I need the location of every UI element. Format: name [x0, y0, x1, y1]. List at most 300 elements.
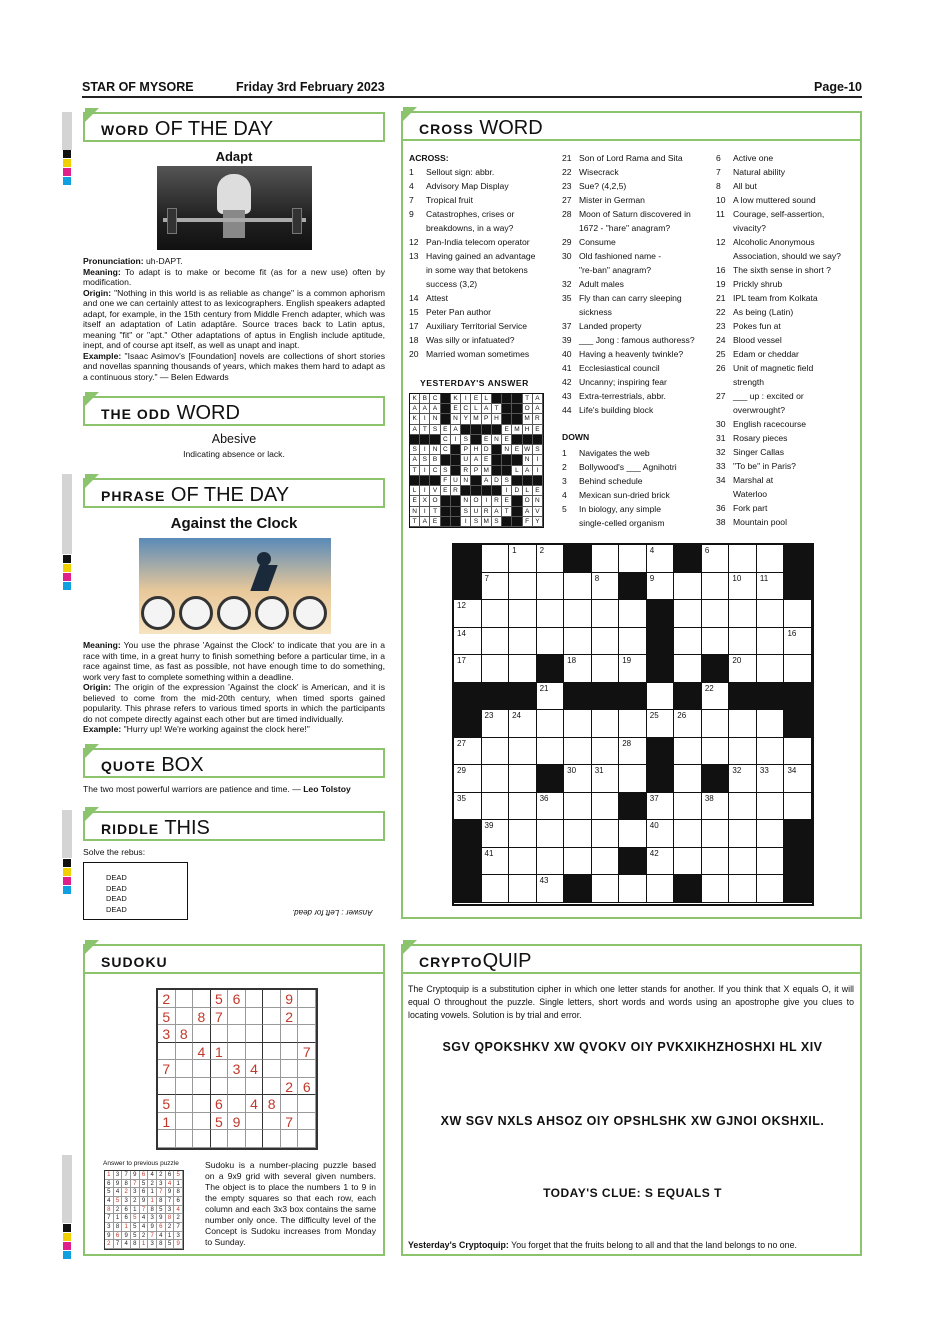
grid-cell[interactable]: [757, 710, 785, 738]
grid-cell[interactable]: [509, 765, 537, 793]
grid-cell[interactable]: [647, 875, 675, 903]
answer-digit: 5: [174, 1171, 183, 1180]
sudoku-cell[interactable]: 5: [158, 1095, 176, 1113]
clue-number: 23: [562, 181, 572, 191]
sudoku-cell[interactable]: [281, 1043, 299, 1061]
grid-cell[interactable]: [564, 738, 592, 766]
crossword-grid[interactable]: [452, 543, 814, 906]
sudoku-cell[interactable]: [176, 1060, 194, 1078]
grid-cell[interactable]: 22: [702, 683, 730, 711]
sudoku-cell[interactable]: [263, 1130, 281, 1148]
grid-block: [784, 820, 812, 848]
grid-cell[interactable]: [784, 655, 812, 683]
clue-text: Auxiliary Territorial Service: [426, 321, 528, 331]
grid-cell[interactable]: [592, 545, 620, 573]
grid-cell[interactable]: [482, 545, 510, 573]
grid-cell[interactable]: 38: [702, 793, 730, 821]
answer-letter: L: [512, 466, 522, 476]
sudoku-grid[interactable]: [156, 988, 318, 1150]
grid-cell[interactable]: 7: [482, 573, 510, 601]
clue-text: Courage, self-assertion,: [733, 209, 825, 219]
grid-cell[interactable]: [702, 875, 730, 903]
answer-digit: 1: [105, 1171, 114, 1180]
grid-cell[interactable]: 16: [784, 628, 812, 656]
grid-cell[interactable]: [509, 628, 537, 656]
sudoku-cell[interactable]: [176, 1095, 194, 1113]
grid-cell[interactable]: [729, 628, 757, 656]
clue: [562, 221, 712, 235]
grid-cell[interactable]: 36: [537, 793, 565, 821]
grid-cell[interactable]: [592, 738, 620, 766]
answer-letter: T: [430, 507, 440, 517]
sudoku-cell[interactable]: [263, 990, 281, 1008]
sudoku-cell[interactable]: [263, 1078, 281, 1096]
sudoku-cell[interactable]: [246, 1008, 264, 1026]
answer-letter: P: [471, 466, 481, 476]
answer-block: [420, 435, 430, 445]
sudoku-cell[interactable]: [193, 1113, 211, 1131]
grid-block: [619, 848, 647, 876]
grid-cell[interactable]: [757, 628, 785, 656]
grid-cell[interactable]: 29: [454, 765, 482, 793]
grid-cell[interactable]: [509, 655, 537, 683]
clue-number: 16: [716, 265, 726, 275]
grid-cell[interactable]: 18: [564, 655, 592, 683]
grid-cell[interactable]: 42: [647, 848, 675, 876]
grid-cell[interactable]: [784, 600, 812, 628]
sudoku-cell[interactable]: [228, 1008, 246, 1026]
answer-letter: M: [482, 466, 492, 476]
grid-cell[interactable]: [509, 738, 537, 766]
grid-cell[interactable]: [729, 848, 757, 876]
sudoku-cell[interactable]: [298, 1130, 316, 1148]
grid-cell[interactable]: [729, 600, 757, 628]
grid-cell[interactable]: [537, 628, 565, 656]
sudoku-cell[interactable]: [246, 1025, 264, 1043]
answer-letter: E: [502, 435, 512, 445]
grid-cell[interactable]: 43: [537, 875, 565, 903]
grid-cell[interactable]: [537, 820, 565, 848]
grid-cell[interactable]: [509, 875, 537, 903]
grid-cell[interactable]: 8: [592, 573, 620, 601]
sudoku-cell[interactable]: [246, 990, 264, 1008]
grid-cell[interactable]: [482, 600, 510, 628]
reg-black: [63, 1224, 71, 1232]
answer-letter: A: [410, 425, 420, 435]
grid-cell[interactable]: [757, 875, 785, 903]
sudoku-cell[interactable]: [281, 1095, 299, 1113]
grid-cell[interactable]: [564, 793, 592, 821]
answer-letter: U: [451, 476, 461, 486]
sudoku-cell[interactable]: [298, 1095, 316, 1113]
grid-cell[interactable]: 19: [619, 655, 647, 683]
sudoku-cell[interactable]: 7: [281, 1113, 299, 1131]
clue: [716, 487, 858, 501]
answer-digit: 4: [114, 1188, 123, 1197]
grid-block: [454, 683, 482, 711]
sudoku-cell[interactable]: 2: [281, 1078, 299, 1096]
answer-digit: 7: [166, 1197, 175, 1206]
grid-cell[interactable]: [509, 820, 537, 848]
clue-number: 28: [562, 209, 572, 219]
sudoku-cell[interactable]: [228, 1095, 246, 1113]
grid-cell[interactable]: [784, 738, 812, 766]
sudoku-cell[interactable]: [193, 1078, 211, 1096]
answer-letter: A: [430, 404, 440, 414]
reg-black: [63, 859, 71, 867]
sudoku-cell[interactable]: [298, 1008, 316, 1026]
grid-cell[interactable]: 23: [482, 710, 510, 738]
sudoku-cell[interactable]: 4: [246, 1095, 264, 1113]
grid-cell[interactable]: 24: [509, 710, 537, 738]
clue: [562, 165, 712, 179]
clue-number: 32: [562, 279, 572, 289]
grid-cell[interactable]: [482, 738, 510, 766]
grid-cell[interactable]: 32: [729, 765, 757, 793]
grid-cell[interactable]: 25: [647, 710, 675, 738]
grid-cell[interactable]: [674, 848, 702, 876]
clue: [716, 445, 858, 459]
grid-cell[interactable]: 11: [757, 573, 785, 601]
grid-cell[interactable]: [564, 600, 592, 628]
answer-digit: 5: [140, 1180, 149, 1189]
grid-cell[interactable]: [592, 820, 620, 848]
grid-cell[interactable]: [757, 848, 785, 876]
wotd-title-small: WORD: [101, 122, 150, 138]
grid-cell[interactable]: 17: [454, 655, 482, 683]
grid-cell[interactable]: 2: [537, 545, 565, 573]
grid-cell[interactable]: [537, 600, 565, 628]
sudoku-cell[interactable]: [193, 990, 211, 1008]
grid-cell[interactable]: 26: [674, 710, 702, 738]
grid-cell[interactable]: [729, 875, 757, 903]
grid-cell[interactable]: [482, 628, 510, 656]
clue: [409, 277, 561, 291]
clue: [562, 347, 712, 361]
answer-letter: T: [410, 466, 420, 476]
clue: [409, 207, 561, 221]
odd-title-small: THE ODD: [101, 406, 171, 422]
sudoku-cell[interactable]: [263, 1060, 281, 1078]
sudoku-cell[interactable]: [176, 1130, 194, 1148]
sudoku-cell[interactable]: [211, 1078, 229, 1096]
grid-cell[interactable]: [509, 848, 537, 876]
clue-text: English racecourse: [733, 419, 807, 429]
sudoku-answer-label: Answer to previous puzzle: [103, 1160, 179, 1167]
clue: [716, 291, 858, 305]
grid-cell[interactable]: 35: [454, 793, 482, 821]
answer-letter: F: [441, 476, 451, 486]
grid-cell[interactable]: [509, 573, 537, 601]
sudoku-cell[interactable]: [281, 1060, 299, 1078]
grid-cell[interactable]: [702, 848, 730, 876]
answer-letter: E: [410, 496, 420, 506]
sudoku-cell[interactable]: [158, 1043, 176, 1061]
sudoku-cell[interactable]: 8: [193, 1008, 211, 1026]
answer-block: [471, 435, 481, 445]
grid-cell[interactable]: 41: [482, 848, 510, 876]
grid-cell[interactable]: 20: [729, 655, 757, 683]
sudoku-cell[interactable]: 9: [281, 990, 299, 1008]
sudoku-cell[interactable]: 2: [158, 990, 176, 1008]
grid-cell[interactable]: 14: [454, 628, 482, 656]
clue-text: In biology, any simple: [579, 504, 662, 514]
grid-cell[interactable]: 6: [702, 545, 730, 573]
grid-cell[interactable]: [619, 875, 647, 903]
grid-cell[interactable]: [482, 655, 510, 683]
grid-cell[interactable]: [674, 628, 702, 656]
sudoku-cell[interactable]: [193, 1060, 211, 1078]
sudoku-cell[interactable]: 3: [158, 1025, 176, 1043]
answer-letter: N: [430, 445, 440, 455]
grid-cell[interactable]: 37: [647, 793, 675, 821]
sudoku-cell[interactable]: [193, 1095, 211, 1113]
sudoku-cell[interactable]: 9: [228, 1113, 246, 1131]
grid-cell[interactable]: [729, 710, 757, 738]
grid-cell[interactable]: [619, 710, 647, 738]
sudoku-cell[interactable]: 4: [246, 1060, 264, 1078]
sudoku-cell[interactable]: [263, 1113, 281, 1131]
grid-cell[interactable]: [729, 793, 757, 821]
grid-cell[interactable]: [482, 765, 510, 793]
sudoku-cell[interactable]: [281, 1130, 299, 1148]
answer-letter: S: [461, 435, 471, 445]
grid-cell[interactable]: [537, 710, 565, 738]
sudoku-cell[interactable]: 6: [228, 990, 246, 1008]
clue-number: 26: [716, 363, 726, 373]
grid-cell[interactable]: [509, 793, 537, 821]
grid-cell[interactable]: [757, 820, 785, 848]
page-number: Page-10: [814, 80, 862, 94]
answer-letter: U: [461, 455, 471, 465]
grid-cell[interactable]: [729, 820, 757, 848]
grid-cell[interactable]: [564, 710, 592, 738]
grid-cell[interactable]: [674, 738, 702, 766]
grid-cell[interactable]: [702, 628, 730, 656]
down-label: DOWN: [562, 432, 590, 442]
sudoku-cell[interactable]: [211, 1060, 229, 1078]
grid-cell[interactable]: [674, 573, 702, 601]
sudoku-cell[interactable]: [176, 990, 194, 1008]
grid-cell[interactable]: [647, 683, 675, 711]
grid-cell[interactable]: [757, 738, 785, 766]
sudoku-cell[interactable]: [298, 1113, 316, 1131]
grid-cell[interactable]: 21: [537, 683, 565, 711]
across-label: ACROSS:: [409, 153, 449, 163]
sudoku-cell[interactable]: 8: [176, 1025, 194, 1043]
sudoku-cell[interactable]: 6: [298, 1078, 316, 1096]
grid-cell[interactable]: 4: [647, 545, 675, 573]
grid-cell[interactable]: [702, 573, 730, 601]
grid-cell[interactable]: 9: [647, 573, 675, 601]
sudoku-cell[interactable]: [228, 1025, 246, 1043]
reg-magenta: [63, 877, 71, 885]
grid-cell[interactable]: 30: [564, 765, 592, 793]
answer-letter: R: [451, 486, 461, 496]
sudoku-cell[interactable]: [246, 1043, 264, 1061]
grid-cell[interactable]: [757, 600, 785, 628]
clue-text: Blood vessel: [733, 335, 782, 345]
clue: [562, 277, 712, 291]
grid-cell[interactable]: [674, 765, 702, 793]
grid-block: [647, 738, 675, 766]
sudoku-cell[interactable]: [263, 1008, 281, 1026]
grid-cell[interactable]: [757, 793, 785, 821]
clue-number: 30: [716, 419, 726, 429]
grid-cell[interactable]: 28: [619, 738, 647, 766]
grid-cell[interactable]: [674, 820, 702, 848]
grid-cell[interactable]: [619, 600, 647, 628]
sudoku-cell[interactable]: 5: [211, 990, 229, 1008]
sudoku-cell[interactable]: [176, 1113, 194, 1131]
sudoku-cell[interactable]: 1: [158, 1113, 176, 1131]
grid-cell[interactable]: [619, 765, 647, 793]
clue-number: 29: [562, 237, 572, 247]
sudoku-cell[interactable]: [158, 1078, 176, 1096]
grid-cell[interactable]: [702, 600, 730, 628]
grid-cell[interactable]: [702, 820, 730, 848]
grid-cell[interactable]: [757, 545, 785, 573]
down-clues-col1: [562, 446, 712, 530]
sudoku-cell[interactable]: [193, 1025, 211, 1043]
answer-letter: N: [410, 507, 420, 517]
sudoku-cell[interactable]: 2: [281, 1008, 299, 1026]
clue-text: Having gained an advantage: [426, 251, 536, 261]
sudoku-cell[interactable]: [228, 1043, 246, 1061]
grid-cell[interactable]: [537, 738, 565, 766]
grid-cell[interactable]: 31: [592, 765, 620, 793]
grid-cell[interactable]: [564, 848, 592, 876]
sudoku-cell[interactable]: [176, 1008, 194, 1026]
sudoku-cell[interactable]: [246, 1113, 264, 1131]
grid-cell[interactable]: [619, 545, 647, 573]
sudoku-cell[interactable]: 3: [228, 1060, 246, 1078]
sudoku-cell[interactable]: [298, 1025, 316, 1043]
clue-number: [562, 305, 579, 319]
grid-cell[interactable]: 33: [757, 765, 785, 793]
sudoku-cell[interactable]: [246, 1078, 264, 1096]
clue-text: Waterloo: [733, 489, 768, 499]
grid-cell[interactable]: [619, 820, 647, 848]
clue-number: 19: [716, 279, 726, 289]
clue-text: Was silly or infatuated?: [426, 335, 515, 345]
grid-block: [619, 683, 647, 711]
sudoku-cell[interactable]: [211, 1130, 229, 1148]
grid-cell[interactable]: [757, 655, 785, 683]
grid-cell[interactable]: 39: [482, 820, 510, 848]
sudoku-cell[interactable]: [263, 1025, 281, 1043]
sudoku-cell[interactable]: [263, 1043, 281, 1061]
sudoku-cell[interactable]: 6: [211, 1095, 229, 1113]
grid-cell[interactable]: [729, 738, 757, 766]
sudoku-cell[interactable]: [228, 1078, 246, 1096]
grid-cell[interactable]: 34: [784, 765, 812, 793]
grid-cell[interactable]: [564, 628, 592, 656]
sudoku-cell[interactable]: 4: [193, 1043, 211, 1061]
answer-block: [451, 455, 461, 465]
grid-block: [454, 875, 482, 903]
sudoku-cell[interactable]: [298, 1060, 316, 1078]
answer-letter: C: [441, 445, 451, 455]
clue: [409, 291, 561, 305]
sudoku-cell[interactable]: 5: [158, 1008, 176, 1026]
grid-cell[interactable]: [592, 655, 620, 683]
sudoku-cell[interactable]: [158, 1130, 176, 1148]
sudoku-cell[interactable]: 7: [158, 1060, 176, 1078]
riddle-prompt: Solve the rebus:: [83, 847, 146, 857]
grid-cell[interactable]: [482, 793, 510, 821]
grid-cell[interactable]: [592, 875, 620, 903]
grid-cell[interactable]: 27: [454, 738, 482, 766]
answer-digit: 9: [131, 1171, 140, 1180]
grid-cell[interactable]: [674, 793, 702, 821]
grid-cell[interactable]: [619, 628, 647, 656]
grid-cell[interactable]: [564, 820, 592, 848]
grid-cell[interactable]: 1: [509, 545, 537, 573]
grid-cell[interactable]: [592, 600, 620, 628]
potd-example: "Hurry up! We're working against the clock here!": [121, 724, 310, 734]
sudoku-cell[interactable]: [228, 1130, 246, 1148]
grid-block: [702, 655, 730, 683]
grid-cell[interactable]: [702, 738, 730, 766]
riddle-rebus-box: DEAD DEAD DEAD DEAD: [83, 862, 188, 920]
sudoku-cell[interactable]: [176, 1078, 194, 1096]
grid-cell[interactable]: [592, 710, 620, 738]
grid-cell[interactable]: [509, 600, 537, 628]
grid-cell[interactable]: [537, 573, 565, 601]
grid-cell[interactable]: [564, 573, 592, 601]
answer-letter: R: [533, 414, 543, 424]
sudoku-cell[interactable]: 5: [211, 1113, 229, 1131]
grid-cell[interactable]: [702, 710, 730, 738]
sudoku-cell[interactable]: 7: [298, 1043, 316, 1061]
grid-cell[interactable]: 12: [454, 600, 482, 628]
grid-cell[interactable]: [592, 848, 620, 876]
grid-block: [537, 765, 565, 793]
across-clues-col2: [562, 151, 712, 417]
clue-text: Mountain pool: [733, 517, 787, 527]
sudoku-cell[interactable]: [176, 1043, 194, 1061]
sudoku-cell[interactable]: [298, 990, 316, 1008]
answer-digit: 4: [166, 1180, 175, 1189]
sudoku-cell[interactable]: [211, 1025, 229, 1043]
sudoku-cell[interactable]: [281, 1025, 299, 1043]
sudoku-cell[interactable]: 8: [263, 1095, 281, 1113]
grid-cell[interactable]: [729, 545, 757, 573]
clue: [562, 333, 712, 347]
grid-cell[interactable]: 10: [729, 573, 757, 601]
answer-digit: 6: [122, 1214, 131, 1223]
grid-cell[interactable]: [784, 793, 812, 821]
section-flag: [85, 474, 99, 488]
grid-cell[interactable]: [674, 600, 702, 628]
grid-cell[interactable]: [482, 875, 510, 903]
grid-cell[interactable]: [537, 848, 565, 876]
grid-block: [729, 683, 757, 711]
sudoku-cell[interactable]: [193, 1130, 211, 1148]
grid-cell[interactable]: [592, 793, 620, 821]
grid-cell[interactable]: 40: [647, 820, 675, 848]
down-clues-col2: [716, 151, 858, 529]
grid-cell[interactable]: [592, 628, 620, 656]
answer-digit: 8: [131, 1240, 140, 1249]
grid-cell[interactable]: [674, 655, 702, 683]
clue-number: 6: [716, 153, 721, 163]
wotd-example: "Isaac Asimov's [Foundation] novels are collections of short stories and novellas spanning thousands of years, which makes them hard to adapt as a continuous story." — Belen Edwards: [83, 350, 385, 382]
sudoku-cell[interactable]: 1: [211, 1043, 229, 1061]
sudoku-cell[interactable]: [246, 1130, 264, 1148]
sudoku-cell[interactable]: 7: [211, 1008, 229, 1026]
